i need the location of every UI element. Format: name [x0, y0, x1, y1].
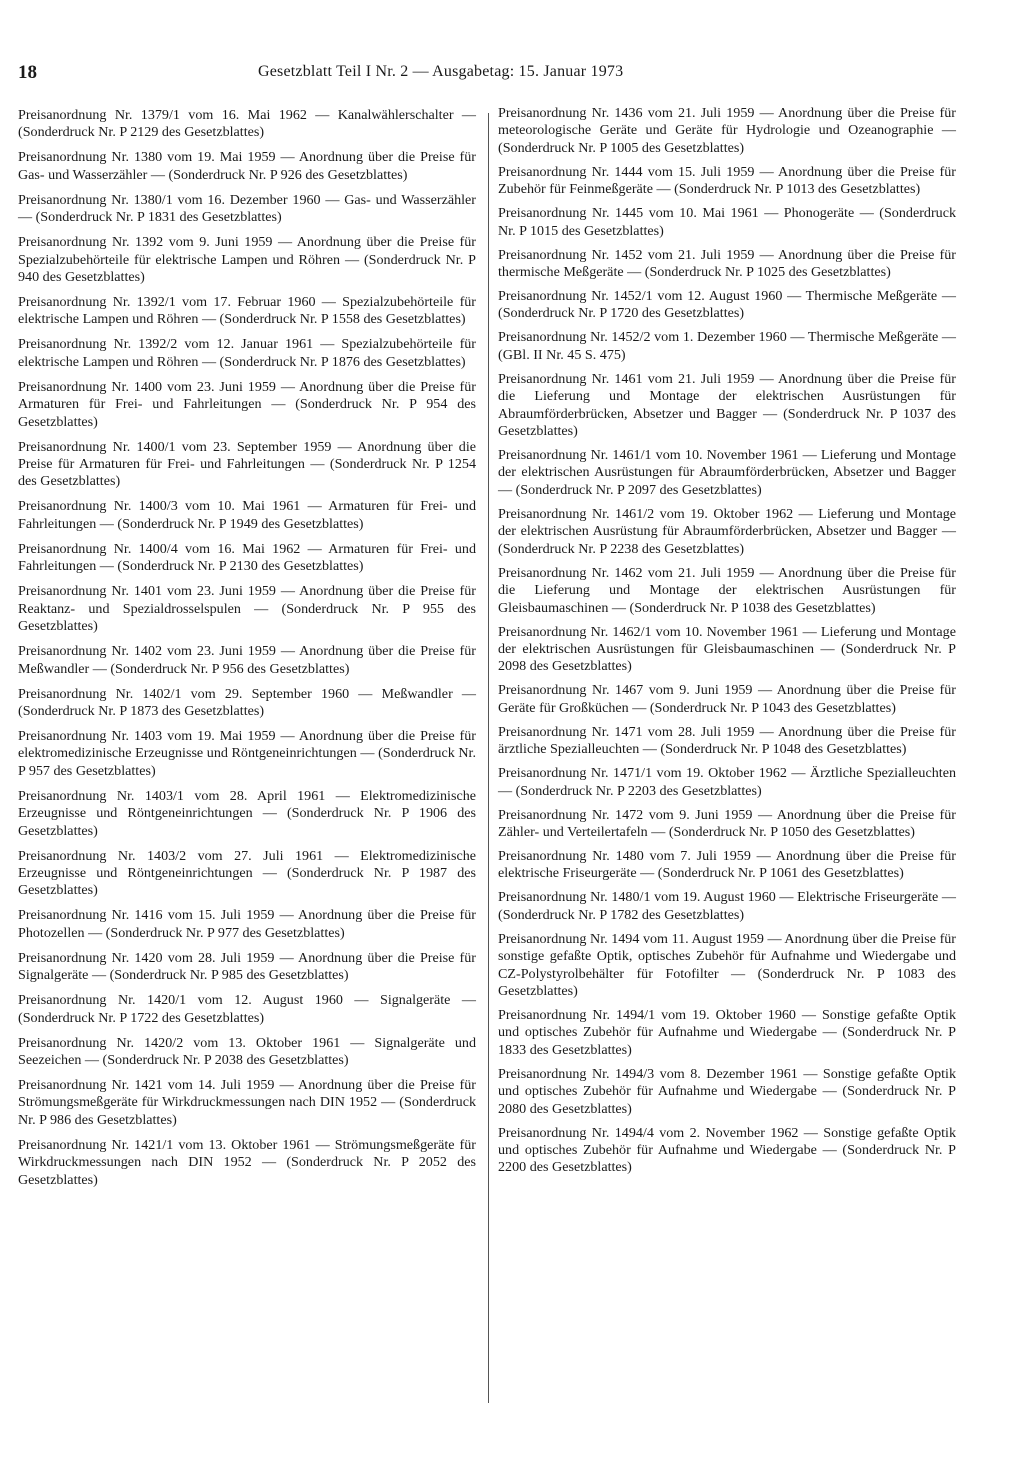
ordinance-entry: Preisanordnung Nr. 1416 vom 15. Juli 1959 — Anordnung über die Preise für Photozellen — (Sonderdruck Nr. P 977 des Gesetzblattes) — [18, 907, 476, 941]
ordinance-entry: Preisanordnung Nr. 1421 vom 14. Juli 1959 — Anordnung über die Preise für Strömungsmeßgeräte für Wirkdruckmessungen nach DIN 1952 — (Sonderdruck Nr. P 986 des Gesetzblattes) — [18, 1076, 476, 1128]
ordinance-entry: Preisanordnung Nr. 1462/1 vom 10. November 1961 — Lieferung und Montage der elektrischen Ausrüstungen für Gleisbaumaschinen — (Sonderdruck Nr. P 2098 des Gesetzblattes) — [498, 623, 956, 675]
ordinance-entry: Preisanordnung Nr. 1461 vom 21. Juli 1959 — Anordnung über die Preise für die Lieferung und Montage der elektrischen Ausrüstungen für Abraumförderbrücken, Absetzer und Bagger — (Sonderdruck Nr. P 1037 des Gesetzblattes) — [498, 370, 956, 440]
ordinance-entry: Preisanordnung Nr. 1494/4 vom 2. November 1962 — Sonstige gefaßte Optik und optisches Zubehör für Aufnahme und Wiedergabe — (Sonderdruck Nr. P 2200 des Gesetzblattes) — [498, 1124, 956, 1176]
ordinance-entry: Preisanordnung Nr. 1452/1 vom 12. August 1960 — Thermische Meßgeräte — (Sonderdruck Nr. P 1720 des Gesetzblattes) — [498, 288, 956, 322]
ordinance-entry: Preisanordnung Nr. 1403/1 vom 28. April 1961 — Elektromedizinische Erzeugnisse und Röntgeneinrichtungen — (Sonderdruck Nr. P 1906 des Gesetzblattes) — [18, 787, 476, 839]
ordinance-entry: Preisanordnung Nr. 1452/2 vom 1. Dezember 1960 — Thermische Meßgeräte — (GBl. II Nr. 45 S. 475) — [498, 329, 956, 363]
ordinance-entry: Preisanordnung Nr. 1380/1 vom 16. Dezember 1960 — Gas- und Wasserzähler — (Sonderdruck Nr. P 1831 des Gesetzblattes) — [18, 191, 476, 226]
ordinance-entry: Preisanordnung Nr. 1379/1 vom 16. Mai 1962 — Kanalwählerschalter — (Sonderdruck Nr. P 2129 des Gesetzblattes) — [18, 107, 476, 141]
gazette-title: Gesetzblatt Teil I Nr. 2 — Ausgabetag: 15. Januar 1973 — [258, 63, 624, 80]
ordinance-entry: Preisanordnung Nr. 1400/4 vom 16. Mai 1962 — Armaturen für Frei- und Fahrleitungen — (Sonderdruck Nr. P 2130 des Gesetzblattes) — [18, 540, 476, 575]
ordinance-entry: Preisanordnung Nr. 1436 vom 21. Juli 1959 — Anordnung über die Preise für meteorologische Geräte und Geräte für Hydrologie und Ozeanographie — (Sonderdruck Nr. P 1005 des Gesetzblattes) — [498, 105, 956, 156]
ordinance-entry: Preisanordnung Nr. 1444 vom 15. Juli 1959 — Anordnung über die Preise für Zubehör für Feinmeßgeräte — (Sonderdruck Nr. P 1013 des Gesetzblattes) — [498, 163, 956, 198]
ordinance-entry: Preisanordnung Nr. 1462 vom 21. Juli 1959 — Anordnung über die Preise für die Lieferung und Montage der elektrischen Ausrüstungen für Gleisbaumaschinen — (Sonderdruck Nr. P 1038 des Gesetzblattes) — [498, 564, 956, 616]
ordinance-entry: Preisanordnung Nr. 1472 vom 9. Juni 1959 — Anordnung über die Preise für Zähler- und Verteilertafeln — (Sonderdruck Nr. P 1050 des Gesetzblattes) — [498, 806, 956, 840]
ordinance-entry: Preisanordnung Nr. 1402/1 vom 29. September 1960 — Meßwandler — (Sonderdruck Nr. P 1873 des Gesetzblattes) — [18, 685, 476, 719]
ordinance-entry: Preisanordnung Nr. 1403 vom 19. Mai 1959 — Anordnung über die Preise für elektromedizinische Erzeugnisse und Röntgeneinrichtungen — (Sonderdruck Nr. P 957 des Gesetzblattes) — [18, 727, 476, 779]
column-divider — [488, 113, 489, 1403]
ordinance-entry: Preisanordnung Nr. 1401 vom 23. Juni 1959 — Anordnung über die Preise für Reaktanz- und Spezialdrosselspulen — (Sonderdruck Nr. P 955 des Gesetzblattes) — [18, 583, 476, 635]
ordinance-entry: Preisanordnung Nr. 1494/3 vom 8. Dezember 1961 — Sonstige gefaßte Optik und optisches Zubehör für Aufnahme und Wiedergabe — (Sonderdruck Nr. P 2080 des Gesetzblattes) — [498, 1065, 956, 1117]
ordinance-entry: Preisanordnung Nr. 1392/1 vom 17. Februar 1960 — Spezialzubehörteile für elektrische Lampen und Röhren — (Sonderdruck Nr. P 1558 des Gesetzblattes) — [18, 294, 476, 328]
left-column — [18, 107, 476, 1197]
ordinance-entry: Preisanordnung Nr. 1402 vom 23. Juni 1959 — Anordnung über die Preise für Meßwandler — (Sonderdruck Nr. P 956 des Gesetzblattes) — [18, 643, 476, 677]
ordinance-entry: Preisanordnung Nr. 1420/2 vom 13. Oktober 1961 — Signalgeräte und Seezeichen — (Sonderdruck Nr. P 2038 des Gesetzblattes) — [18, 1034, 476, 1068]
two-column-body — [18, 107, 958, 1427]
ordinance-entry: Preisanordnung Nr. 1421/1 vom 13. Oktober 1961 — Strömungsmeßgeräte für Wirkdruckmessungen nach DIN 1952 — (Sonderdruck Nr. P 2052 des Gesetzblattes) — [18, 1136, 476, 1188]
ordinance-entry: Preisanordnung Nr. 1392 vom 9. Juni 1959 — Anordnung über die Preise für Spezialzubehörteile für elektrische Lampen und Röhren — (Sonderdruck Nr. P 940 des Gesetzblattes) — [18, 234, 476, 286]
ordinance-entry: Preisanordnung Nr. 1400 vom 23. Juni 1959 — Anordnung über die Preise für Armaturen für Frei- und Fahrleitungen — (Sonderdruck Nr. P 954 des Gesetzblattes) — [18, 378, 476, 430]
ordinance-entry: Preisanordnung Nr. 1380 vom 19. Mai 1959 — Anordnung über die Preise für Gas- und Wasserzähler — (Sonderdruck Nr. P 926 des Gesetzblattes) — [18, 149, 476, 183]
page-number: 18 — [18, 62, 37, 83]
ordinance-entry: Preisanordnung Nr. 1471/1 vom 19. Oktober 1962 — Ärztliche Spezialleuchten — (Sonderdruck Nr. P 2203 des Gesetzblattes) — [498, 765, 956, 799]
ordinance-entry: Preisanordnung Nr. 1461/1 vom 10. November 1961 — Lieferung und Montage der elektrischen Ausrüstungen für Abraumförderbrücken, Absetzer und Bagger — (Sonderdruck Nr. P 2097 des Gesetzblattes) — [498, 447, 956, 498]
ordinance-entry: Preisanordnung Nr. 1400/3 vom 10. Mai 1961 — Armaturen für Frei- und Fahrleitungen — (Sonderdruck Nr. P 1949 des Gesetzblattes) — [18, 498, 476, 532]
ordinance-entry: Preisanordnung Nr. 1452 vom 21. Juli 1959 — Anordnung über die Preise für thermische Meßgeräte — (Sonderdruck Nr. P 1025 des Gesetzblattes) — [498, 246, 956, 281]
ordinance-entry: Preisanordnung Nr. 1392/2 vom 12. Januar 1961 — Spezialzubehörteile für elektrische Lampen und Röhren — (Sonderdruck Nr. P 1876 des Gesetzblattes) — [18, 336, 476, 370]
ordinance-entry: Preisanordnung Nr. 1480/1 vom 19. August 1960 — Elektrische Friseurgeräte — (Sonderdruck Nr. P 1782 des Gesetzblattes) — [498, 889, 956, 923]
ordinance-entry: Preisanordnung Nr. 1494 vom 11. August 1959 — Anordnung über die Preise für sonstige gefaßte Optik, optisches Zubehör für Aufnahme und Wiedergabe und CZ-Polystyrolbehälter für Fotofilter — (Sonderdruck Nr. P 1083 des Gesetzblattes) — [498, 930, 956, 999]
ordinance-entry: Preisanordnung Nr. 1461/2 vom 19. Oktober 1962 — Lieferung und Montage der elektrischen Ausrüstung für Abraumförderbrücken, Absetzer und Bagger — (Sonderdruck Nr. P 2238 des Gesetzblattes) — [498, 505, 956, 557]
ordinance-entry: Preisanordnung Nr. 1494/1 vom 19. Oktober 1960 — Sonstige gefaßte Optik und optisches Zubehör für Aufnahme und Wiedergabe — (Sonderdruck Nr. P 1833 des Gesetzblattes) — [498, 1006, 956, 1058]
ordinance-entry: Preisanordnung Nr. 1403/2 vom 27. Juli 1961 — Elektromedizinische Erzeugnisse und Röntgeneinrichtungen — (Sonderdruck Nr. P 1987 des Gesetzblattes) — [18, 847, 476, 899]
page-header — [18, 62, 958, 86]
ordinance-entry: Preisanordnung Nr. 1471 vom 28. Juli 1959 — Anordnung über die Preise für ärztliche Spezialleuchten — (Sonderdruck Nr. P 1048 des Gesetzblattes) — [498, 723, 956, 758]
ordinance-entry: Preisanordnung Nr. 1467 vom 9. Juni 1959 — Anordnung über die Preise für Geräte für Großküchen — (Sonderdruck Nr. P 1043 des Gesetzblattes) — [498, 682, 956, 716]
ordinance-entry: Preisanordnung Nr. 1420 vom 28. Juli 1959 — Anordnung über die Preise für Signalgeräte — (Sonderdruck Nr. P 985 des Gesetzblattes) — [18, 949, 476, 984]
ordinance-entry: Preisanordnung Nr. 1420/1 vom 12. August 1960 — Signalgeräte — (Sonderdruck Nr. P 1722 des Gesetzblattes) — [18, 992, 476, 1026]
right-column — [498, 105, 956, 1183]
ordinance-entry: Preisanordnung Nr. 1480 vom 7. Juli 1959 — Anordnung über die Preise für elektrische Friseurgeräte — (Sonderdruck Nr. P 1061 des Gesetzblattes) — [498, 847, 956, 882]
ordinance-entry: Preisanordnung Nr. 1445 vom 10. Mai 1961 — Phonogeräte — (Sonderdruck Nr. P 1015 des Gesetzblattes) — [498, 205, 956, 239]
ordinance-entry: Preisanordnung Nr. 1400/1 vom 23. September 1959 — Anordnung über die Preise für Armaturen für Frei- und Fahrleitungen — (Sonderdruck Nr. P 1254 des Gesetzblattes) — [18, 438, 476, 490]
